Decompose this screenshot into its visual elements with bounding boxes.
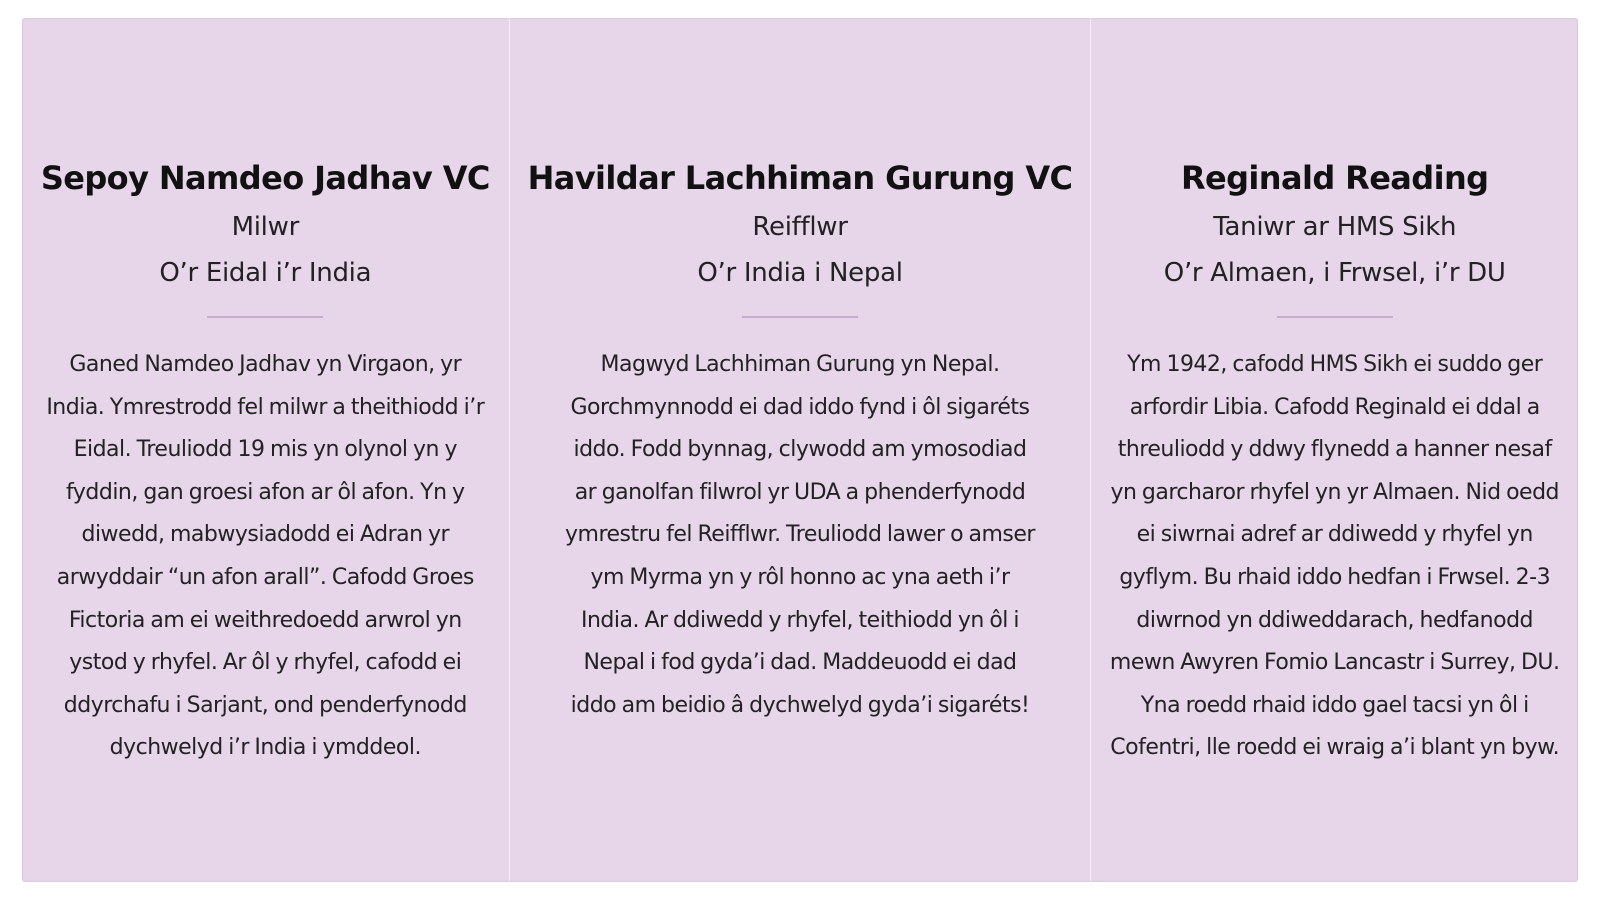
profile-role: Taniwr ar HMS Sikh xyxy=(1213,212,1457,242)
profile-role: Milwr xyxy=(231,212,299,242)
profile-column-namdeo-jadhav xyxy=(22,18,509,882)
profile-journey: O’r Eidal i’r India xyxy=(159,258,372,288)
profile-journey: O’r Almaen, i Frwsel, i’r DU xyxy=(1163,258,1506,288)
profiles-card xyxy=(22,18,1578,882)
divider xyxy=(1277,316,1393,318)
profile-column-reginald-reading xyxy=(1090,18,1578,882)
profile-journey: O’r India i Nepal xyxy=(697,258,903,288)
profile-name: Havildar Lachhiman Gurung VC xyxy=(527,159,1073,197)
profile-story: Magwyd Lachhiman Gurung yn Nepal. Gorchmynnodd ei dad iddo fynd i ôl sigaréts iddo. Fodd bynnag, clywodd am ymosodiad ar ganolfan filwrol yr UDA a phenderfynodd ymrestru fel Reifflwr. Treuliodd lawer o amser ym Myrma yn y rôl honno ac yna aeth i’r India. Ar ddiwedd y rhyfel, teithiodd yn ôl i Nepal i fod gyda’i dad. Maddeuodd ei dad iddo am beidio â dychwelyd gyda’i sigaréts! xyxy=(565,352,1035,718)
profile-name: Sepoy Namdeo Jadhav VC xyxy=(40,159,490,197)
profile-name: Reginald Reading xyxy=(1180,159,1489,197)
profile-role: Reifflwr xyxy=(752,212,848,242)
profile-story: Ym 1942, cafodd HMS Sikh ei suddo ger arfordir Libia. Cafodd Reginald ei ddal a threuliodd y ddwy flynedd a hanner nesaf yn garcharor rhyfel yn yr Almaen. Nid oedd ei siwrnai adref ar ddiwedd y rhyfel yn gyflym. Bu rhaid iddo hedfan i Frwsel. 2-3 diwrnod yn ddiweddarach, hedfanodd mewn Awyren Fomio Lancastr i Surrey, DU. Yna roedd rhaid iddo gael tacsi yn ôl i Cofentri, lle roedd ei wraig a’i blant yn byw. xyxy=(1109,352,1560,761)
divider xyxy=(742,316,858,318)
divider xyxy=(207,316,323,318)
profile-column-lachhiman-gurung xyxy=(509,18,1091,882)
profile-story: Ganed Namdeo Jadhav yn Virgaon, yr India. Ymrestrodd fel milwr a theithiodd i’r Eidal. Treuliodd 19 mis yn olynol yn y fyddin, gan groesi afon ar ôl afon. Yn y diwedd, mabwysiadodd ei Adran yr arwyddair “un afon arall”. Cafodd Groes Fictoria am ei weithredoedd arwrol yn ystod y rhyfel. Ar ôl y rhyfel, cafodd ei ddyrchafu i Sarjant, ond penderfynodd dychwelyd i’r India i ymddeol. xyxy=(46,352,485,761)
